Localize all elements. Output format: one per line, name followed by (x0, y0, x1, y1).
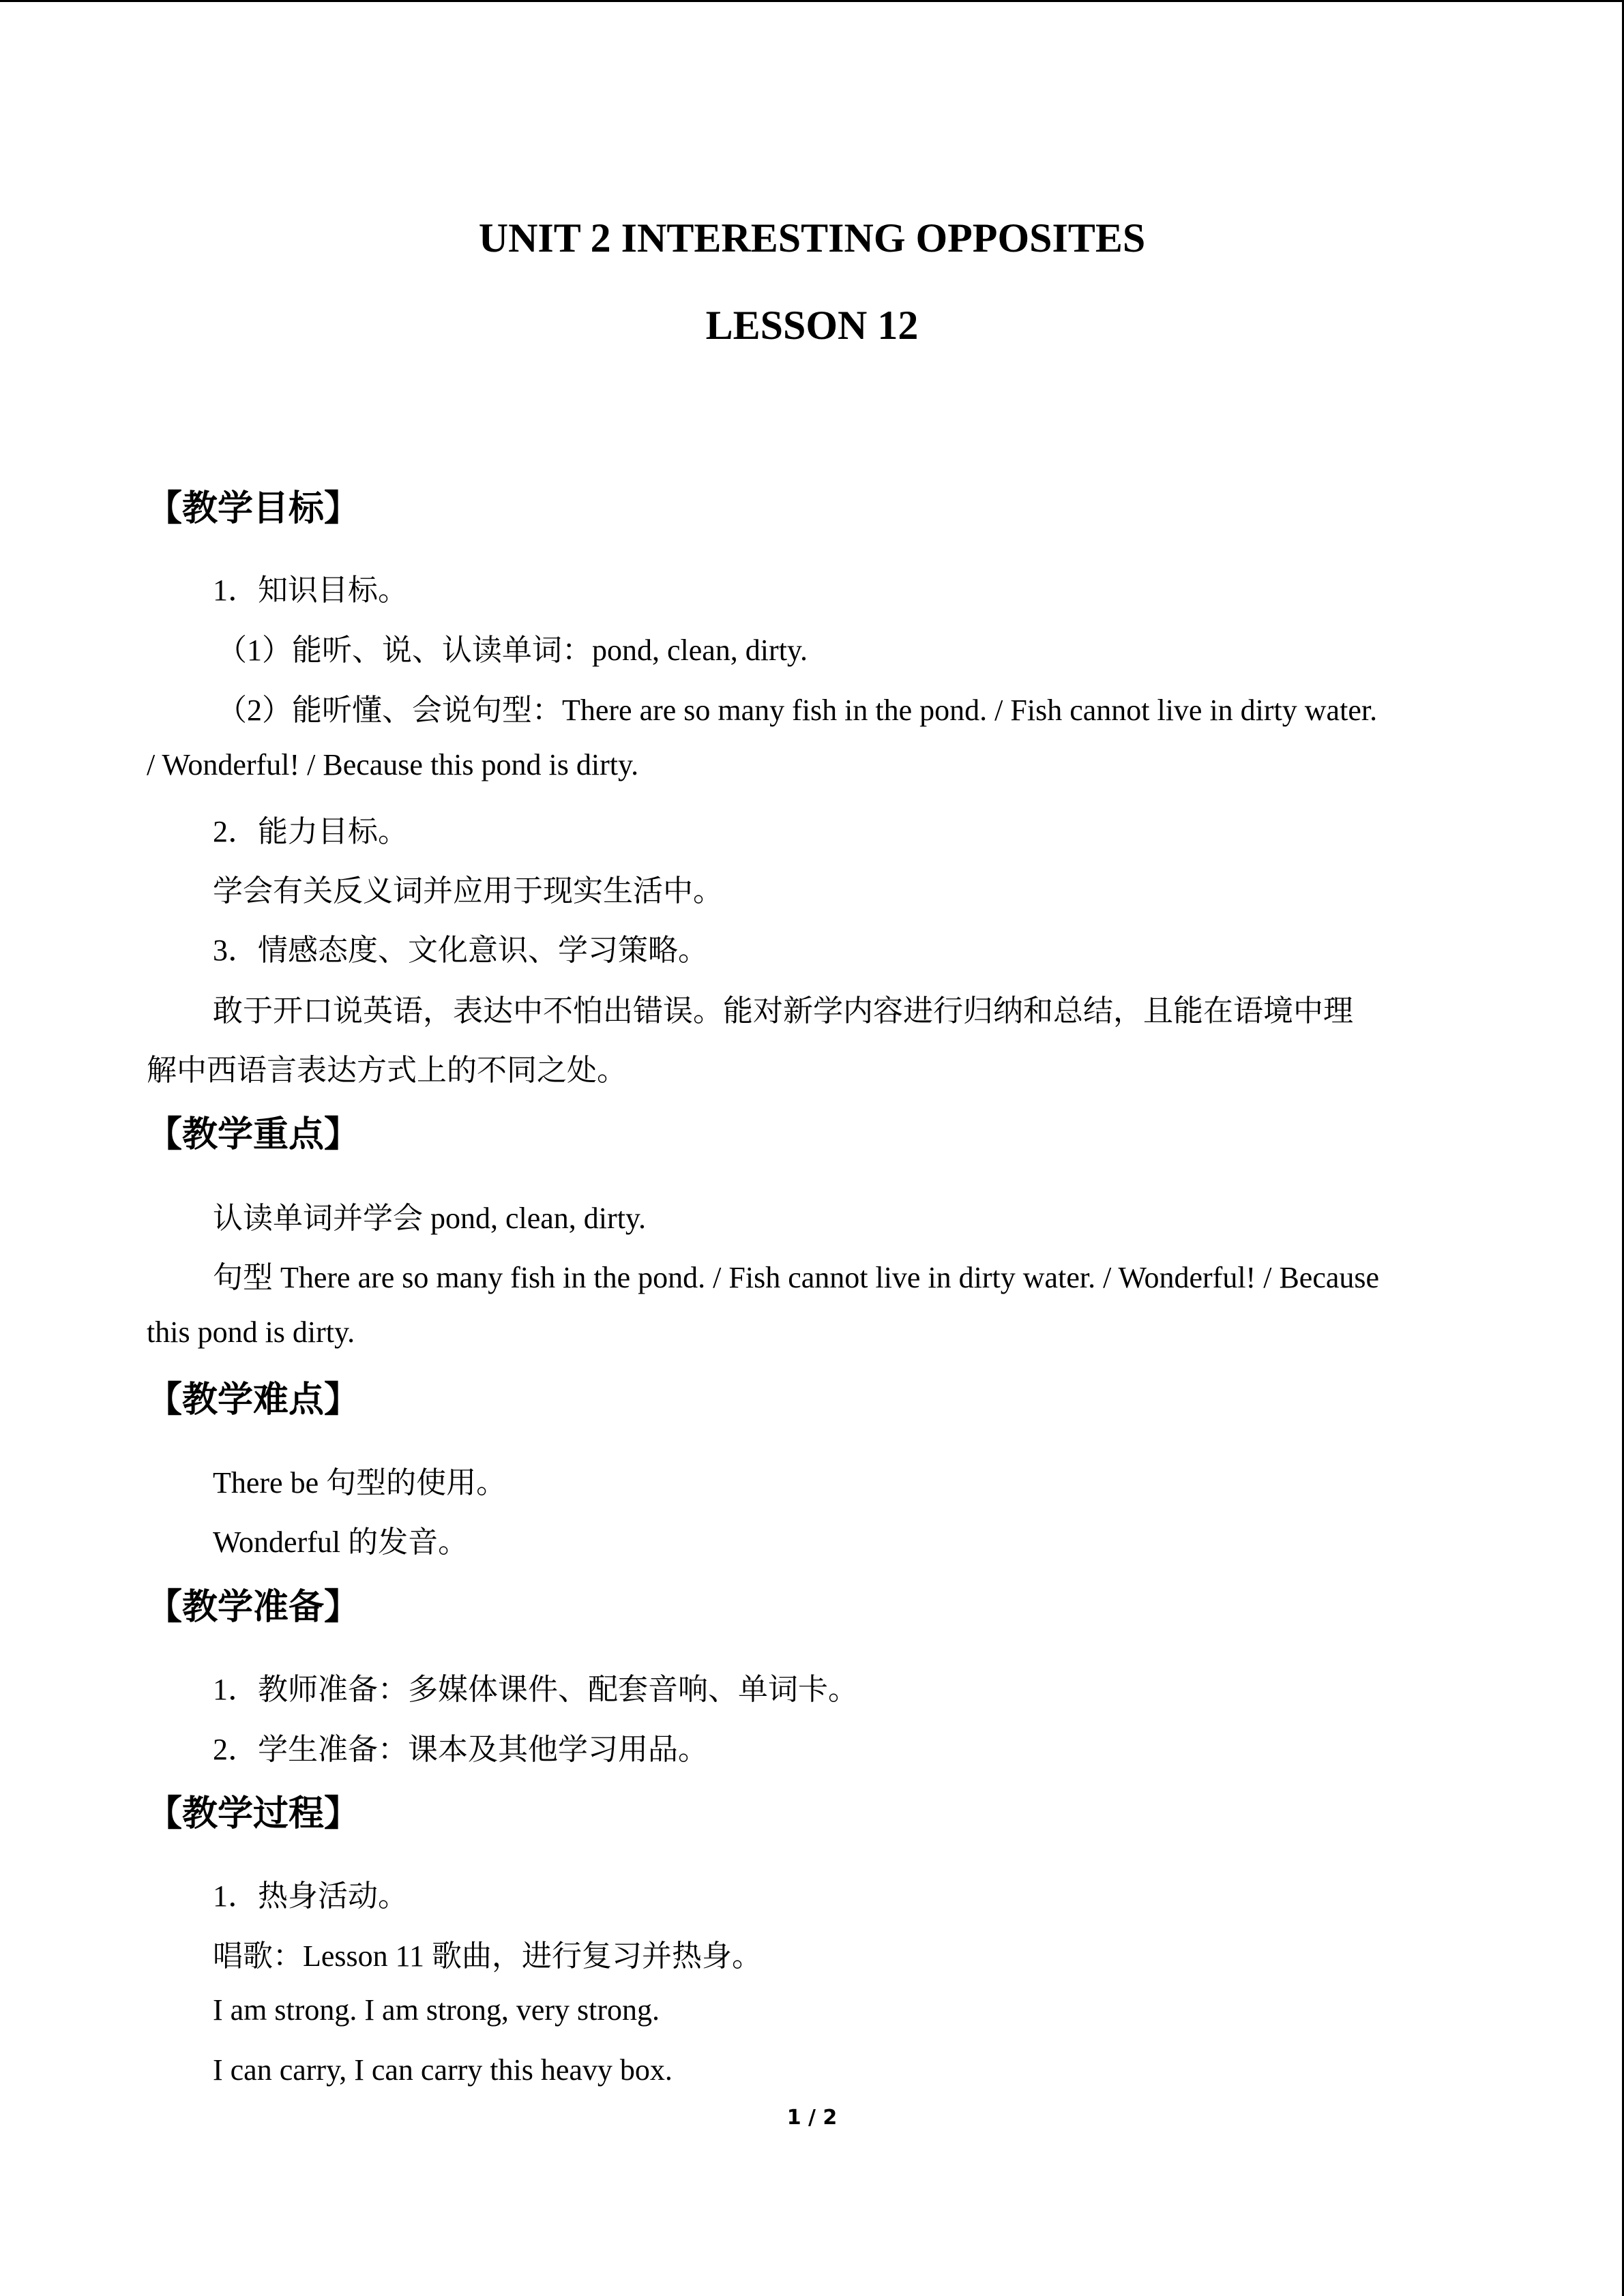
key-point-line: 认读单词并学会 pond, clean, dirty. (213, 1202, 647, 1235)
objective-line: 解中西语言表达方式上的不同之处。 (147, 1054, 627, 1087)
objective-line: 1．知识目标。 (213, 573, 408, 607)
page-number: 1 / 2 (786, 2106, 838, 2130)
preparation-line: 1．教师准备：多媒体课件、配套音响、单词卡。 (213, 1673, 858, 1706)
section-heading-key-points: 【教学重点】 (147, 1114, 360, 1155)
process-line: 1．热身活动。 (213, 1879, 408, 1913)
objective-line: 2．能力目标。 (213, 815, 408, 848)
objective-line: / Wonderful! / Because this pond is dirty. (147, 748, 639, 781)
preparation-line: 2．学生准备：课本及其他学习用品。 (213, 1733, 708, 1766)
key-point-line: 句型 There are so many fish in the pond. / Fish cannot live in dirty water. / Wonderful! / Because (213, 1261, 1380, 1294)
section-heading-difficulties: 【教学难点】 (147, 1380, 360, 1420)
objective-line: （1）能听、说、认读单词：pond, clean, dirty. (217, 633, 808, 667)
difficulty-line: Wonderful 的发音。 (213, 1525, 469, 1559)
lesson-title: LESSON 12 (705, 303, 919, 348)
objective-line: 学会有关反义词并应用于现实生活中。 (213, 874, 723, 908)
key-point-line: this pond is dirty. (147, 1315, 355, 1349)
objective-line: 3．情感态度、文化意识、学习策略。 (213, 934, 708, 967)
objective-line: 敢于开口说英语，表达中不怕出错误。能对新学内容进行归纳和总结，且能在语境中理 (213, 994, 1353, 1028)
objective-line: （2）能听懂、会说句型：There are so many fish in the pond. / Fish cannot live in dirty water. (217, 694, 1378, 727)
process-line: I can carry, I can carry this heavy box. (213, 2053, 673, 2087)
document-title: UNIT 2 INTERESTING OPPOSITES (478, 215, 1146, 260)
difficulty-line: There be 句型的使用。 (213, 1466, 507, 1500)
section-heading-objectives: 【教学目标】 (147, 488, 360, 529)
process-line: 唱歌：Lesson 11 歌曲，进行复习并热身。 (213, 1939, 763, 1973)
section-heading-preparation: 【教学准备】 (147, 1587, 360, 1628)
process-line: I am strong. I am strong, very strong. (213, 1993, 660, 2027)
section-heading-process: 【教学过程】 (147, 1793, 360, 1834)
